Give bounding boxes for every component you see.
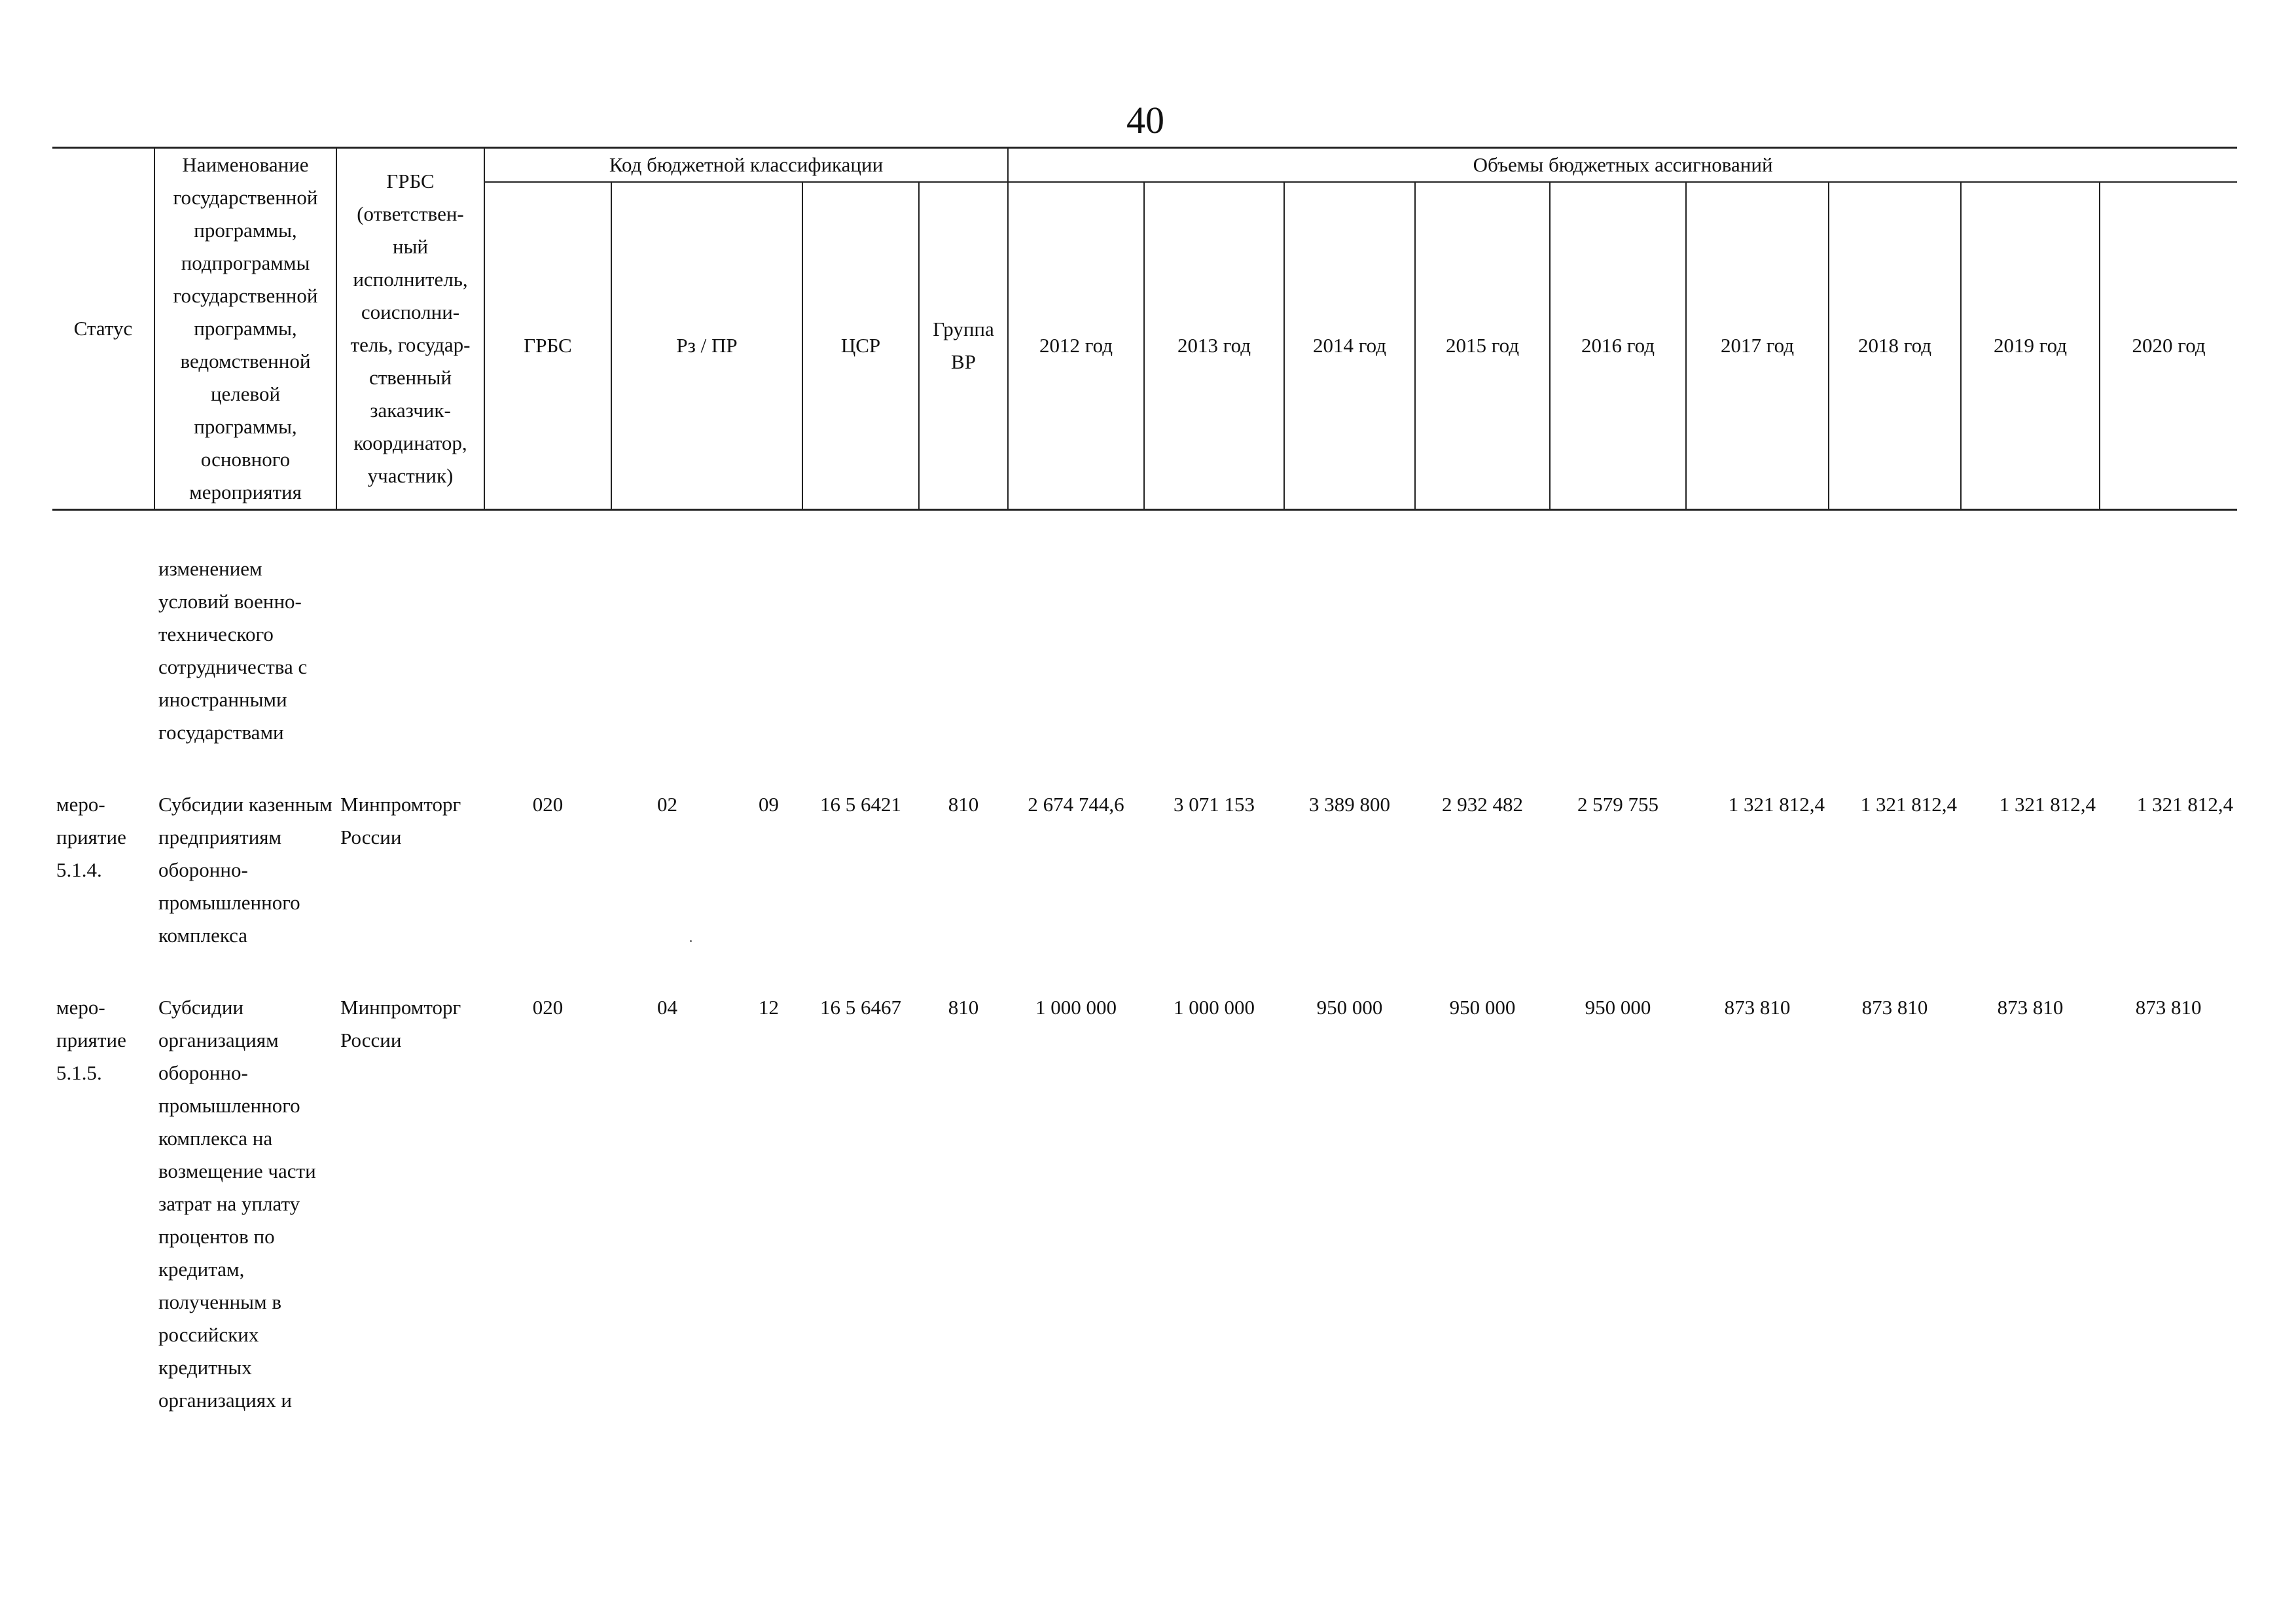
header-year: 2016 год — [1550, 182, 1686, 509]
row-status: меро-приятие 5.1.4. — [56, 793, 126, 881]
scan-speck — [690, 940, 692, 942]
header-year: 2020 год — [2100, 182, 2237, 509]
row-grbs: 020 — [532, 996, 564, 1019]
row-value: 2 579 755 — [1577, 793, 1659, 816]
row-grbs: 020 — [532, 793, 564, 816]
header-group-vr: Группа ВР — [919, 182, 1008, 509]
continuation-row — [52, 553, 2237, 749]
row-value: 1 321 812,4 — [1860, 793, 1958, 816]
header-year: 2012 год — [1008, 182, 1144, 509]
header-grbs-responsible: ГРБС (ответствен-ный исполнитель, соисполни-тель, государ-ственный заказчик-координатор, участник) — [336, 148, 484, 510]
header-year: 2015 год — [1415, 182, 1550, 509]
header-year: 2013 год — [1144, 182, 1284, 509]
row-value: 1 321 812,4 — [1999, 793, 2096, 816]
row-pr: 12 — [759, 996, 779, 1019]
row-value: 2 674 744,6 — [1028, 793, 1124, 816]
row-value: 873 810 — [2135, 996, 2202, 1019]
row-value: 873 810 — [1997, 996, 2064, 1019]
budget-allocation-table — [52, 147, 2237, 1417]
header-budget-volumes-group: Объемы бюджетных ассигнований — [1008, 148, 2237, 183]
continuation-text: изменением условий военно-технического сотрудничества с иностранными государствами — [158, 557, 308, 744]
header-year: 2017 год — [1686, 182, 1829, 509]
row-csr: 16 5 6467 — [820, 996, 901, 1019]
header-grbs: ГРБС — [484, 182, 611, 509]
row-responsible: Минпромторг России — [340, 793, 461, 848]
page-number: 40 — [1126, 99, 1164, 141]
row-rz-pr — [611, 991, 802, 1024]
header-budget-code-group: Код бюджетной классификации — [484, 148, 1008, 183]
header-csr: ЦСР — [802, 182, 919, 509]
row-rz-pr — [611, 788, 802, 821]
header-year: 2019 год — [1961, 182, 2100, 509]
row-responsible: Минпромторг России — [340, 996, 461, 1051]
row-value: 950 000 — [1316, 996, 1383, 1019]
row-rz: 04 — [657, 996, 677, 1019]
row-value: 1 000 000 — [1035, 996, 1117, 1019]
row-value: 950 000 — [1585, 996, 1651, 1019]
row-value: 2 932 482 — [1442, 793, 1524, 816]
table-row — [52, 991, 2237, 1417]
row-value: 1 000 000 — [1174, 996, 1255, 1019]
row-csr: 16 5 6421 — [820, 793, 901, 816]
row-rz: 02 — [657, 793, 677, 816]
row-value: 873 810 — [1724, 996, 1791, 1019]
row-value: 3 071 153 — [1174, 793, 1255, 816]
header-program-name: Наименование государственной программы, подпрограммы государственной программы, ведомственной целевой программы, основного мероприятия — [154, 148, 336, 510]
header-status: Статус — [52, 148, 154, 510]
header-year: 2018 год — [1829, 182, 1961, 509]
row-pr: 09 — [759, 793, 779, 816]
row-value: 873 810 — [1861, 996, 1928, 1019]
row-status: меро-приятие 5.1.5. — [56, 996, 126, 1084]
header-year: 2014 год — [1284, 182, 1415, 509]
row-value: 950 000 — [1449, 996, 1516, 1019]
row-vr: 810 — [948, 793, 979, 816]
row-name: Субсидии организациям оборонно-промышленного комплекса на возмещение части затрат на уплату процентов по кредитам, полученным в российских кредитных организациях и — [158, 996, 316, 1412]
row-name: Субсидии казенным предприятиям оборонно-промышленного комплекса — [158, 793, 332, 947]
header-rz-pr: Рз / ПР — [611, 182, 802, 509]
row-vr: 810 — [948, 996, 979, 1019]
row-value: 1 321 812,4 — [1728, 793, 1825, 816]
table-row — [52, 788, 2237, 952]
row-value: 1 321 812,4 — [2136, 793, 2234, 816]
row-value: 3 389 800 — [1309, 793, 1391, 816]
